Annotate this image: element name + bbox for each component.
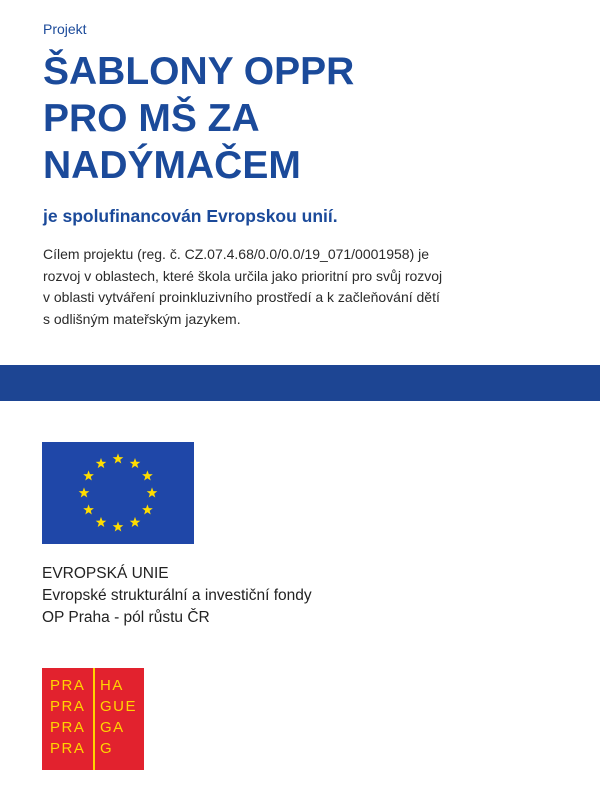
description-line: Cílem projektu (reg. č. CZ.07.4.68/0.0/0.0/19_071/0001958) je: [43, 246, 430, 262]
eu-text-block: [42, 563, 312, 629]
description-line: v oblasti vytváření proinkluzivního prostředí a k začleňování dětí: [43, 289, 440, 305]
praha-logo-left-text: PRA: [50, 677, 86, 694]
title-line: ŠABLONY OPPR: [43, 50, 355, 93]
project-kicker: Projekt: [43, 21, 87, 37]
praha-logo-left-text: PRA: [50, 698, 86, 715]
description-line: s odlišným mateřským jazykem.: [43, 310, 241, 327]
praha-logo-right-text: GUE: [100, 698, 138, 715]
eu-programme: OP Praha - pól růstu ČR: [42, 609, 210, 626]
project-description: [43, 244, 563, 330]
praha-logo-right-text: HA: [100, 677, 124, 694]
praha-logo-left-text: PRA: [50, 719, 86, 736]
title-line: PRO MŠ ZA: [43, 97, 260, 140]
blue-band: [0, 365, 600, 401]
title-line: NADÝMAČEM: [43, 144, 301, 187]
eu-name: EVROPSKÁ UNIE: [42, 565, 169, 582]
project-title: [43, 48, 354, 189]
eu-flag-icon: [42, 442, 194, 544]
praha-logo: [42, 668, 144, 770]
praha-logo-right-text: GA: [100, 719, 125, 736]
eu-funds: Evropské strukturální a investiční fondy: [42, 587, 312, 604]
description-line: rozvoj v oblastech, které škola určila jako prioritní pro svůj rozvoj: [43, 267, 443, 284]
praha-logo-left-text: PRA: [50, 740, 86, 757]
praha-logo-right-text: G: [100, 740, 114, 757]
cofinance-subtitle: je spolufinancován Evropskou unií.: [43, 206, 338, 226]
